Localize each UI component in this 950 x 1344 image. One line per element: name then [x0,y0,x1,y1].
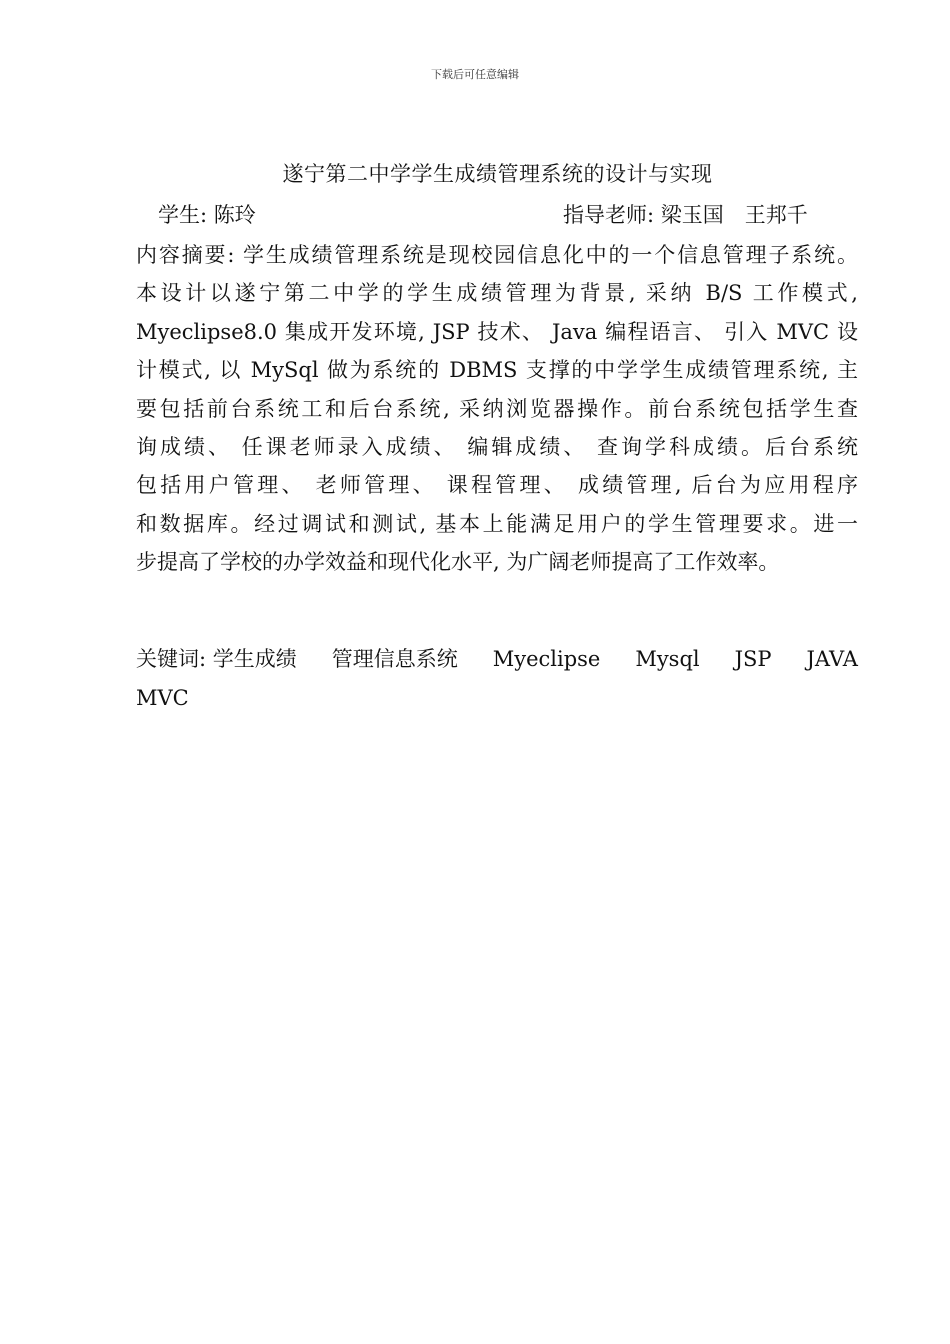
keyword-item: Mysql [635,647,700,671]
abstract-line: 询成绩、 任课老师录入成绩、 编辑成绩、 查询学科成绩。后台系统 [136,434,858,459]
keywords-label: 关键词: [136,647,207,671]
advisor-names: 指导老师: 梁玉国 王邦千 [563,203,808,227]
abstract-line: 计模式, 以 MySql 做为系统的 DBMS 支撑的中学学生成绩管理系统, 主 [136,358,858,383]
keyword-item: JAVA [806,647,858,671]
abstract-line: 和数据库。经过调试和测试, 基本上能满足用户的学生管理要求。进一 [136,511,858,536]
abstract-line: 包括用户管理、 老师管理、 课程管理、 成绩管理, 后台为应用程序 [136,473,858,498]
keyword-item: 管理信息系统 [331,647,458,671]
document-title: 遂宁第二中学学生成绩管理系统的设计与实现 [282,162,713,186]
keywords-label-and-first [136,640,297,678]
keyword-item: 学生成绩 [212,647,297,671]
abstract-line: 步提高了学校的办学效益和现代化水平, 为广阔老师提高了工作效率。 [136,550,780,575]
keyword-item: JSP [734,647,772,671]
keyword-item: Myeclipse [492,647,601,671]
abstract [136,236,876,582]
keywords-section [136,640,858,718]
abstract-line: Myeclipse8.0 集成开发环境, JSP 技术、 Java 编程语言、 引入 MVC 设 [136,319,858,344]
abstract-line: 本设计以遂宁第二中学的学生成绩管理为背景, 采纳 B/S 工作模式, [136,281,858,306]
header-note: 下载后可任意编辑 [431,68,519,81]
student-name: 学生: 陈玲 [158,203,256,227]
abstract-line: 内容摘要: 学生成绩管理系统是现校园信息化中的一个信息管理子系统。 [136,243,858,267]
keyword-item: MVC [136,686,189,710]
abstract-line: 要包括前台系统工和后台系统, 采纳浏览器操作。前台系统包括学生查 [136,396,858,421]
